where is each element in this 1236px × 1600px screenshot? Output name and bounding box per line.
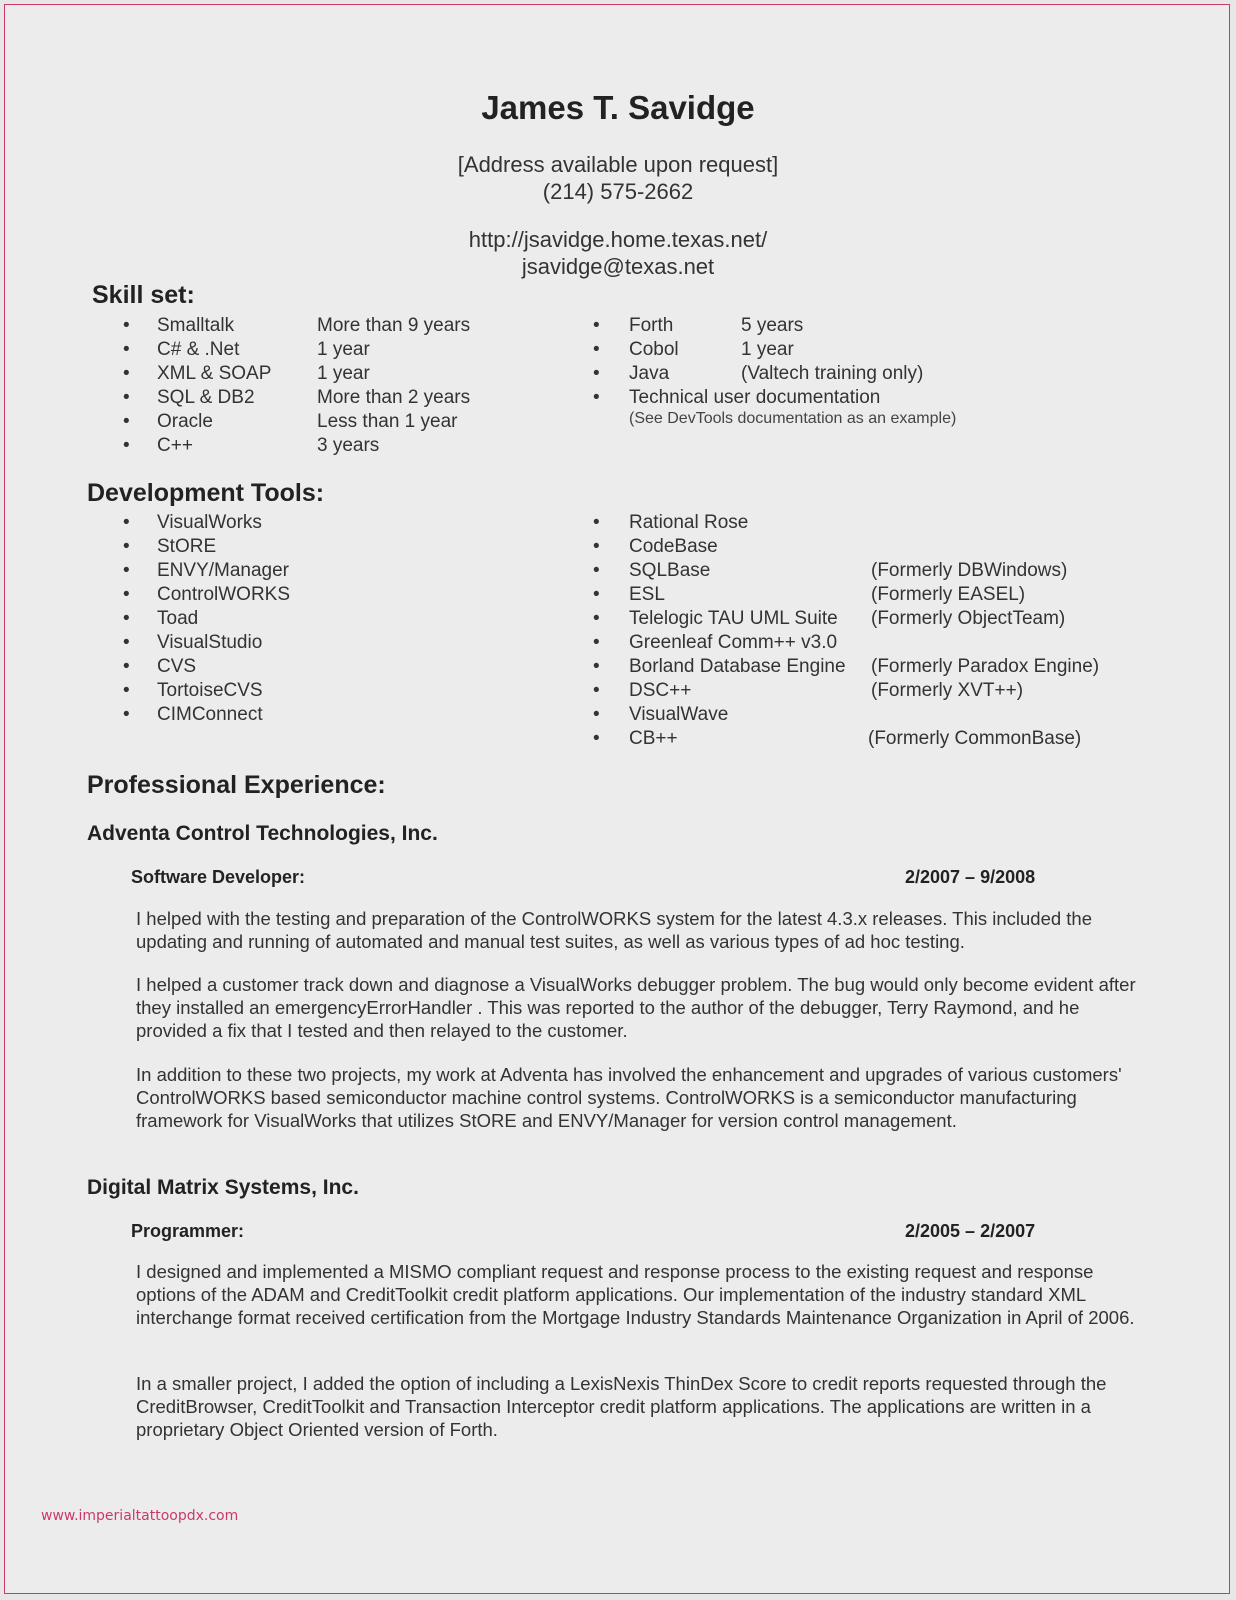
bullet-icon: • — [123, 632, 130, 653]
tool-note: (Formerly ObjectTeam) — [871, 608, 1066, 629]
tool-name: ESL — [629, 584, 665, 605]
bullet-icon: • — [593, 608, 600, 629]
list-item — [593, 363, 1093, 387]
bullet-icon: • — [593, 512, 600, 533]
skill-duration: Less than 1 year — [317, 411, 458, 432]
tool-name: Rational Rose — [629, 512, 749, 533]
skill-name: Java — [629, 363, 670, 384]
bullet-icon: • — [593, 584, 600, 605]
bullet-icon: • — [123, 315, 130, 336]
list-item — [123, 339, 523, 363]
job-dates: 2/2005 – 2/2007 — [905, 1221, 1036, 1241]
list-item — [593, 387, 1093, 411]
skill-duration: 1 year — [741, 339, 794, 360]
tool-name: CodeBase — [629, 536, 718, 557]
bullet-icon: • — [593, 632, 600, 653]
bullet-icon: • — [123, 704, 130, 725]
list-item — [593, 315, 1093, 339]
skill-duration: More than 9 years — [317, 315, 471, 336]
tool-name: CB++ — [629, 728, 678, 749]
tool-name: Greenleaf Comm++ v3.0 — [629, 632, 838, 653]
bullet-icon: • — [123, 411, 130, 432]
tool-name: DSC++ — [629, 680, 692, 701]
job-paragraph: In a smaller project, I added the option of including a LexisNexis ThinDex Score to credit reports requested through the CreditBrowser, CreditToolkit and Transaction Interceptor credit platform applications. The applications are written in a proprietary Object Oriented version of Forth. — [136, 1373, 1107, 1440]
bullet-icon: • — [593, 387, 600, 408]
skill-name: XML & SOAP — [157, 363, 272, 384]
skills-heading: Skill set: — [92, 281, 195, 309]
tool-name: VisualWave — [629, 704, 729, 725]
tool-name: TortoiseCVS — [157, 680, 263, 701]
list-item — [123, 315, 523, 339]
resume-page — [4, 4, 1230, 1594]
skill-name: Cobol — [629, 339, 679, 360]
list-item — [123, 387, 523, 411]
email-link[interactable]: jsavidge@texas.net — [521, 254, 715, 279]
address-line: [Address available upon request] — [457, 152, 779, 177]
bullet-icon: • — [593, 704, 600, 725]
skill-duration: (Valtech training only) — [741, 363, 924, 384]
tool-name: Telelogic TAU UML Suite — [629, 608, 838, 629]
candidate-name: James T. Savidge — [481, 89, 755, 126]
skill-name: C# & .Net — [157, 339, 240, 360]
tool-name: Toad — [157, 608, 199, 629]
experience-heading: Professional Experience: — [87, 771, 386, 799]
bullet-icon: • — [123, 608, 130, 629]
bullet-icon: • — [593, 680, 600, 701]
bullet-icon: • — [593, 656, 600, 677]
skill-name: Technical user documentation — [629, 387, 881, 408]
footer-watermark: www.imperialtattoopdx.com — [41, 1508, 239, 1524]
skill-note: (See DevTools documentation as an example) — [629, 410, 957, 427]
bullet-icon: • — [123, 512, 130, 533]
skill-duration: 3 years — [317, 435, 380, 456]
bullet-icon: • — [123, 656, 130, 677]
skill-duration: 5 years — [741, 315, 804, 336]
job-dates: 2/2007 – 9/2008 — [905, 867, 1036, 887]
job-paragraph: I designed and implemented a MISMO compliant request and response process to the existing request and response options of the ADAM and CreditToolkit credit platform applications. Our implementation of the industry standard XML interchange format received certification from the Mortgage Industry Standards Maintenance Organization in April of 2006. — [136, 1261, 1135, 1328]
tool-name: VisualWorks — [157, 512, 262, 533]
skill-name: C++ — [157, 435, 193, 456]
tool-note: (Formerly Paradox Engine) — [871, 656, 1100, 677]
bullet-icon: • — [123, 363, 130, 384]
company-name: Digital Matrix Systems, Inc. — [87, 1176, 359, 1199]
job-paragraph: In addition to these two projects, my work at Adventa has involved the enhancement and upgrades of various customers' ControlWORKS based semiconductor machine control systems. ControlWORKS is a semiconductor manufacturing framework for VisualWorks that utilizes StORE and ENVY/Manager for version control management. — [136, 1064, 1122, 1131]
job-role: Programmer: — [131, 1221, 245, 1241]
website-link[interactable]: http://jsavidge.home.texas.net/ — [468, 227, 768, 252]
tool-name: SQLBase — [629, 560, 711, 581]
tool-note: (Formerly XVT++) — [871, 680, 1024, 701]
bullet-icon: • — [593, 536, 600, 557]
job-paragraph: I helped a customer track down and diagnose a VisualWorks debugger problem. The bug would only become evident after they installed an emergencyErrorHandler . This was reported to the author of the debugger, Terry Raymond, and he provided a fix that I tested and then relayed to the customer. — [136, 974, 1136, 1041]
bullet-icon: • — [123, 435, 130, 456]
skill-name: SQL & DB2 — [157, 387, 255, 408]
bullet-icon: • — [593, 728, 600, 749]
list-item — [123, 363, 523, 387]
bullet-icon: • — [123, 584, 130, 605]
skill-duration: More than 2 years — [317, 387, 471, 408]
bullet-icon: • — [593, 339, 600, 360]
tool-name: VisualStudio — [157, 632, 263, 653]
skill-duration: 1 year — [317, 339, 370, 360]
bullet-icon: • — [593, 560, 600, 581]
tools-heading: Development Tools: — [87, 479, 325, 507]
list-item — [123, 411, 523, 435]
bullet-icon: • — [123, 680, 130, 701]
tool-name: CIMConnect — [157, 704, 263, 725]
job-paragraph: I helped with the testing and preparation of the ControlWORKS system for the latest 4.3.x releases. This included the updating and running of automated and manual test suites, as well as various types of ad hoc testing. — [136, 908, 1093, 952]
skill-name: Oracle — [157, 411, 213, 432]
skill-duration: 1 year — [317, 363, 370, 384]
phone-line: (214) 575-2662 — [542, 179, 694, 204]
bullet-icon: • — [123, 560, 130, 581]
list-item — [123, 435, 523, 459]
company-name: Adventa Control Technologies, Inc. — [87, 822, 438, 845]
bullet-icon: • — [593, 315, 600, 336]
list-item — [593, 339, 1093, 363]
bullet-icon: • — [123, 387, 130, 408]
skill-name: Smalltalk — [157, 315, 235, 336]
tool-name: ENVY/Manager — [157, 560, 290, 581]
bullet-icon: • — [593, 363, 600, 384]
tool-name: Borland Database Engine — [629, 656, 846, 677]
tool-name: CVS — [157, 656, 197, 677]
bullet-icon: • — [123, 339, 130, 360]
tool-name: ControlWORKS — [157, 584, 291, 605]
tool-note: (Formerly DBWindows) — [871, 560, 1068, 581]
job-role: Software Developer: — [131, 867, 306, 887]
bullet-icon: • — [123, 536, 130, 557]
tool-name: StORE — [157, 536, 217, 557]
skill-name: Forth — [629, 315, 674, 336]
tool-note: (Formerly EASEL) — [871, 584, 1026, 605]
tool-note: (Formerly CommonBase) — [868, 728, 1082, 749]
